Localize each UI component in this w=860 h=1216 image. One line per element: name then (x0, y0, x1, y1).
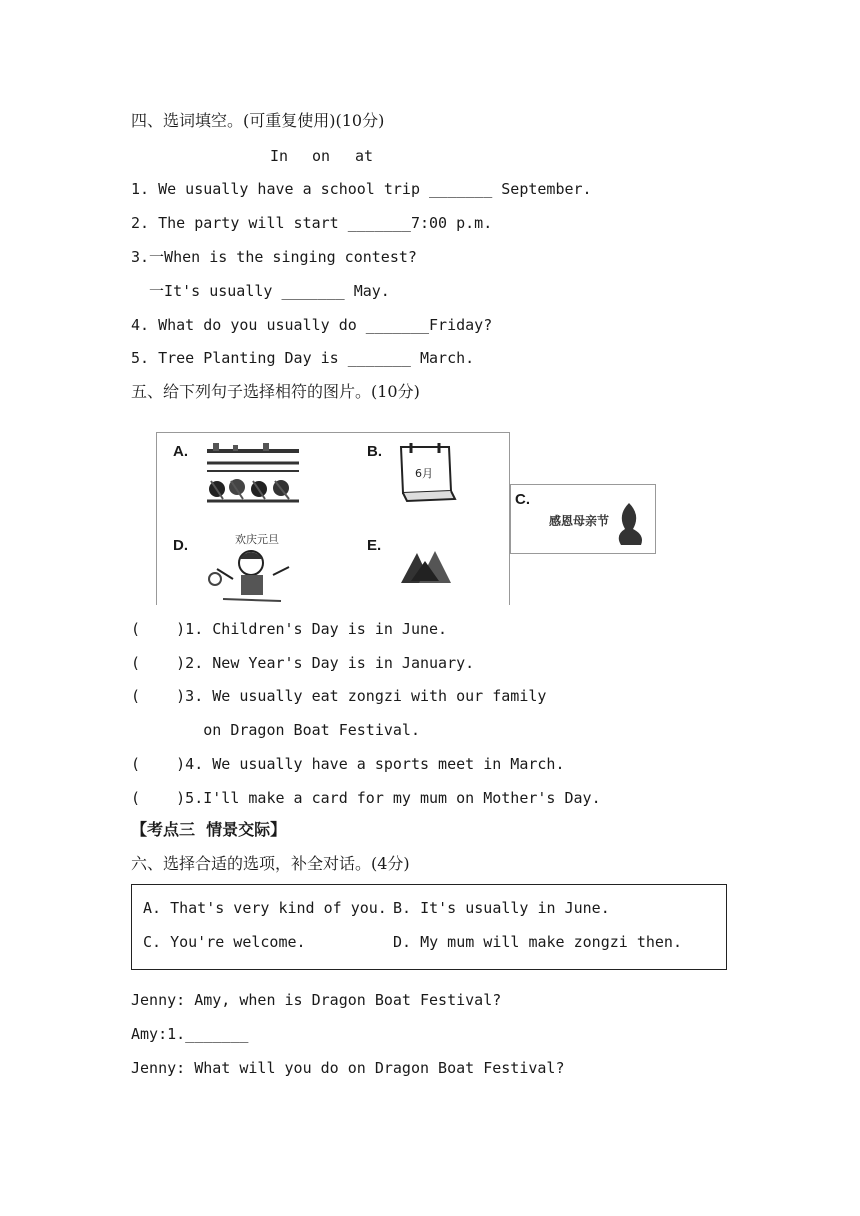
mothers-day-text: 感恩母亲节 (549, 514, 610, 528)
label-e: E. (367, 537, 382, 554)
match-4: ( )4. We usually have a sports meet in March. (131, 755, 565, 773)
sports-meet-picture (203, 441, 303, 507)
question-4: 4. What do you usually do _______Friday? (131, 316, 493, 334)
question-2: 2. The party will start _______7:00 p.m. (131, 214, 493, 232)
label-d: D. (173, 537, 188, 554)
word-on: on (312, 147, 331, 165)
match-3b: on Dragon Boat Festival. (131, 721, 420, 739)
question-3a: 3.一When is the singing contest? (131, 248, 417, 266)
question-3b: 一It's usually _______ May. (131, 282, 390, 300)
option-c: C. You're welcome. (143, 933, 306, 951)
label-a: A. (173, 443, 188, 460)
match-5: ( )5.I'll make a card for my mum on Mother's Day. (131, 789, 601, 807)
label-c: C. (515, 491, 530, 508)
section6-heading: 六、选择合适的选项，补全对话。(4分) (131, 854, 410, 873)
label-b: B. (367, 443, 382, 460)
picture-c-box (510, 484, 656, 554)
option-a: A. That's very kind of you. (143, 899, 387, 917)
new-year-picture (203, 529, 313, 605)
question-5: 5. Tree Planting Day is _______ March. (131, 349, 475, 367)
section5-heading: 五、给下列句子选择相符的图片。(10分) (131, 382, 420, 401)
option-b: B. It's usually in June. (393, 899, 610, 917)
match-2: ( )2. New Year's Day is in January. (131, 654, 475, 672)
dialogue-1: Jenny: Amy, when is Dragon Boat Festival? (131, 991, 502, 1009)
match-1: ( )1. Children's Day is in June. (131, 620, 448, 638)
match-3a: ( )3. We usually eat zongzi with our family (131, 687, 547, 705)
zongzi-picture (397, 545, 457, 587)
dialogue-2: Amy:1._______ (131, 1025, 249, 1043)
word-at: at (355, 147, 374, 165)
kaodian-heading: 【考点三 情景交际】 (131, 820, 287, 839)
dialogue-3: Jenny: What will you do on Dragon Boat Festival? (131, 1059, 565, 1077)
question-1: 1. We usually have a school trip _______ September. (131, 180, 592, 198)
new-year-banner: 欢庆元旦 (235, 533, 279, 546)
option-d: D. My mum will make zongzi then. (393, 933, 682, 951)
calendar-label: 6月 (415, 467, 433, 480)
picture-panel (156, 432, 510, 605)
section4-heading: 四、选词填空。(可重复使用)(10分) (131, 111, 385, 130)
options-box (131, 884, 727, 970)
word-in: In (270, 147, 289, 165)
mothers-day-picture (545, 495, 653, 549)
calendar-picture (393, 441, 463, 507)
